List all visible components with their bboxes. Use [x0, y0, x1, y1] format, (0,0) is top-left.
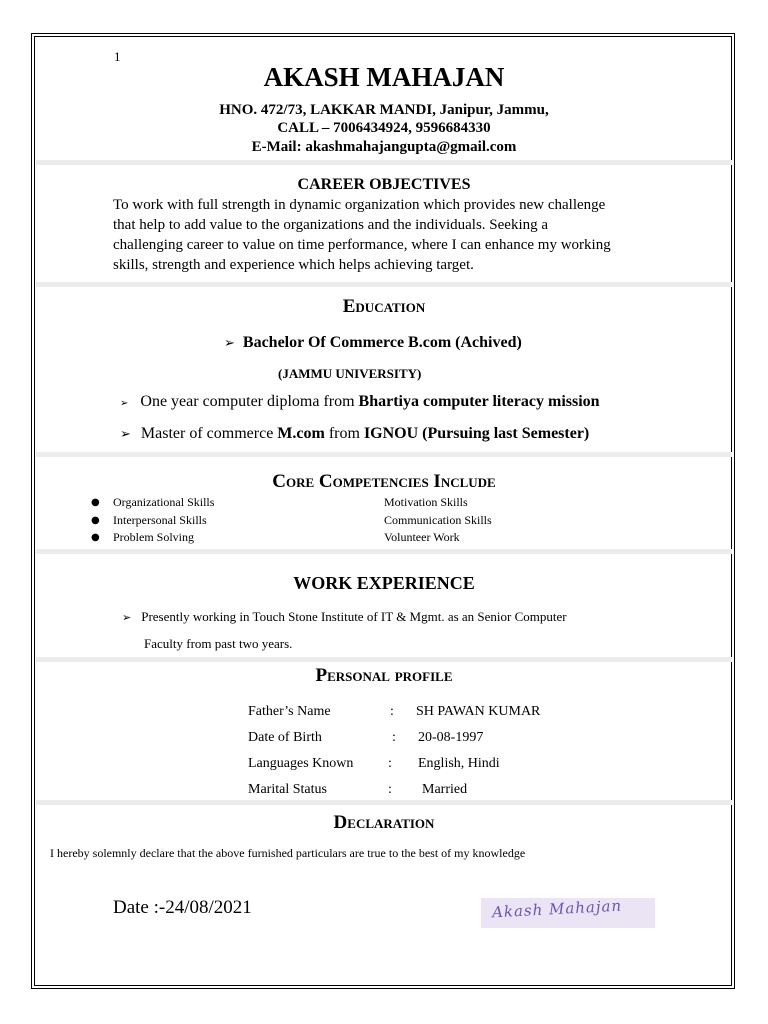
- profile-separator: :: [390, 704, 394, 719]
- profile-row: [248, 725, 484, 751]
- profile-label: Marital Status: [248, 782, 327, 797]
- profile-row: [248, 777, 468, 803]
- declaration-heading: Declaration: [333, 812, 435, 833]
- phone: CALL – 7006434924, 9596684330: [277, 120, 491, 136]
- competencies-heading: Core Competencies Include: [272, 471, 496, 492]
- competency-item: ● Interpersonal Skills: [113, 512, 214, 530]
- profile-row: [248, 699, 541, 725]
- section-divider: [36, 549, 732, 554]
- section-divider: [36, 800, 732, 805]
- work-experience-text: Presently working in Touch Stone Institute of IT & Mgmt. as an Senior Computer: [141, 609, 567, 624]
- profile-row: [248, 751, 500, 777]
- profile-separator: :: [388, 756, 392, 771]
- email: E-Mail: akashmahajangupta@gmail.com: [251, 139, 517, 155]
- section-divider: [36, 282, 732, 287]
- arrow-bullet-icon: ➢: [120, 427, 131, 442]
- education-item-text: Bachelor Of Commerce B.com (Achived): [242, 334, 522, 351]
- bullet-icon: ●: [91, 514, 100, 526]
- education-institute: IGNOU (Pursuing last Semester): [363, 425, 590, 442]
- competencies-left-list: [91, 494, 215, 547]
- address: HNO. 472/73, LAKKAR MANDI, Janipur, Jammu,: [219, 102, 549, 118]
- candidate-name: AKASH MAHAJAN: [263, 62, 505, 92]
- personal-profile-table: [248, 699, 541, 803]
- competency-item: ● Problem Solving: [113, 529, 214, 547]
- page-number: 1: [114, 49, 121, 64]
- profile-separator: :: [388, 782, 392, 797]
- profile-label: Date of Birth: [248, 730, 322, 745]
- education-university: (JAMMU UNIVERSITY): [278, 366, 422, 381]
- competency-item: Volunteer Work: [384, 530, 460, 544]
- declaration-text: I hereby solemnly declare that the above furnished particulars are true to the best of my knowledge: [50, 846, 526, 860]
- section-divider: [36, 657, 732, 662]
- bullet-icon: ●: [91, 497, 100, 508]
- education-item-text: from: [324, 425, 364, 442]
- competencies-right-list: [384, 494, 492, 547]
- education-item-bcom: [224, 334, 522, 352]
- arrow-bullet-icon: ➢: [120, 398, 129, 409]
- arrow-bullet-icon: ➢: [122, 611, 132, 624]
- objective-line: that help to add value to the organizations and the individuals. Seeking a: [113, 217, 549, 233]
- education-item-mcom: [120, 425, 589, 443]
- career-objectives-heading: CAREER OBJECTIVES: [297, 176, 471, 193]
- profile-label: Father’s Name: [248, 704, 331, 719]
- profile-separator: :: [392, 730, 396, 745]
- section-divider: [36, 452, 732, 457]
- education-institute: Bhartiya computer literacy mission: [358, 393, 600, 410]
- arrow-bullet-icon: ➢: [224, 336, 235, 351]
- profile-value: Married: [422, 782, 468, 797]
- work-experience-heading: WORK EXPERIENCE: [293, 573, 475, 593]
- profile-value: English, Hindi: [418, 756, 500, 771]
- profile-value: SH PAWAN KUMAR: [416, 704, 541, 719]
- objective-line: To work with full strength in dynamic organization which provides new challenge: [113, 197, 606, 213]
- bullet-icon: ●: [91, 532, 100, 543]
- objective-line: skills, strength and experience which helps achieving target.: [113, 257, 474, 273]
- profile-label: Languages Known: [248, 756, 354, 771]
- competency-item: Motivation Skills: [384, 495, 468, 509]
- section-divider: [36, 160, 732, 165]
- education-heading: Education: [342, 296, 426, 317]
- education-item-diploma: [120, 393, 600, 411]
- work-experience-item: [122, 604, 567, 657]
- objective-line: challenging career to value on time performance, where I can enhance my working: [113, 237, 611, 253]
- education-item-text: One year computer diploma from: [140, 393, 359, 410]
- career-objectives-text: [113, 195, 673, 275]
- work-experience-text: Faculty from past two years.: [144, 636, 293, 651]
- profile-value: 20-08-1997: [418, 730, 484, 745]
- competency-item: Communication Skills: [384, 512, 492, 527]
- education-degree: M.com: [277, 425, 325, 442]
- competency-item: ● Organizational Skills: [113, 494, 214, 512]
- signature: Akash Mahajan: [491, 896, 623, 922]
- declaration-date: Date :-24/08/2021: [113, 897, 252, 918]
- personal-profile-heading: Personal profile: [315, 665, 453, 686]
- education-item-text: Master of commerce: [140, 425, 278, 442]
